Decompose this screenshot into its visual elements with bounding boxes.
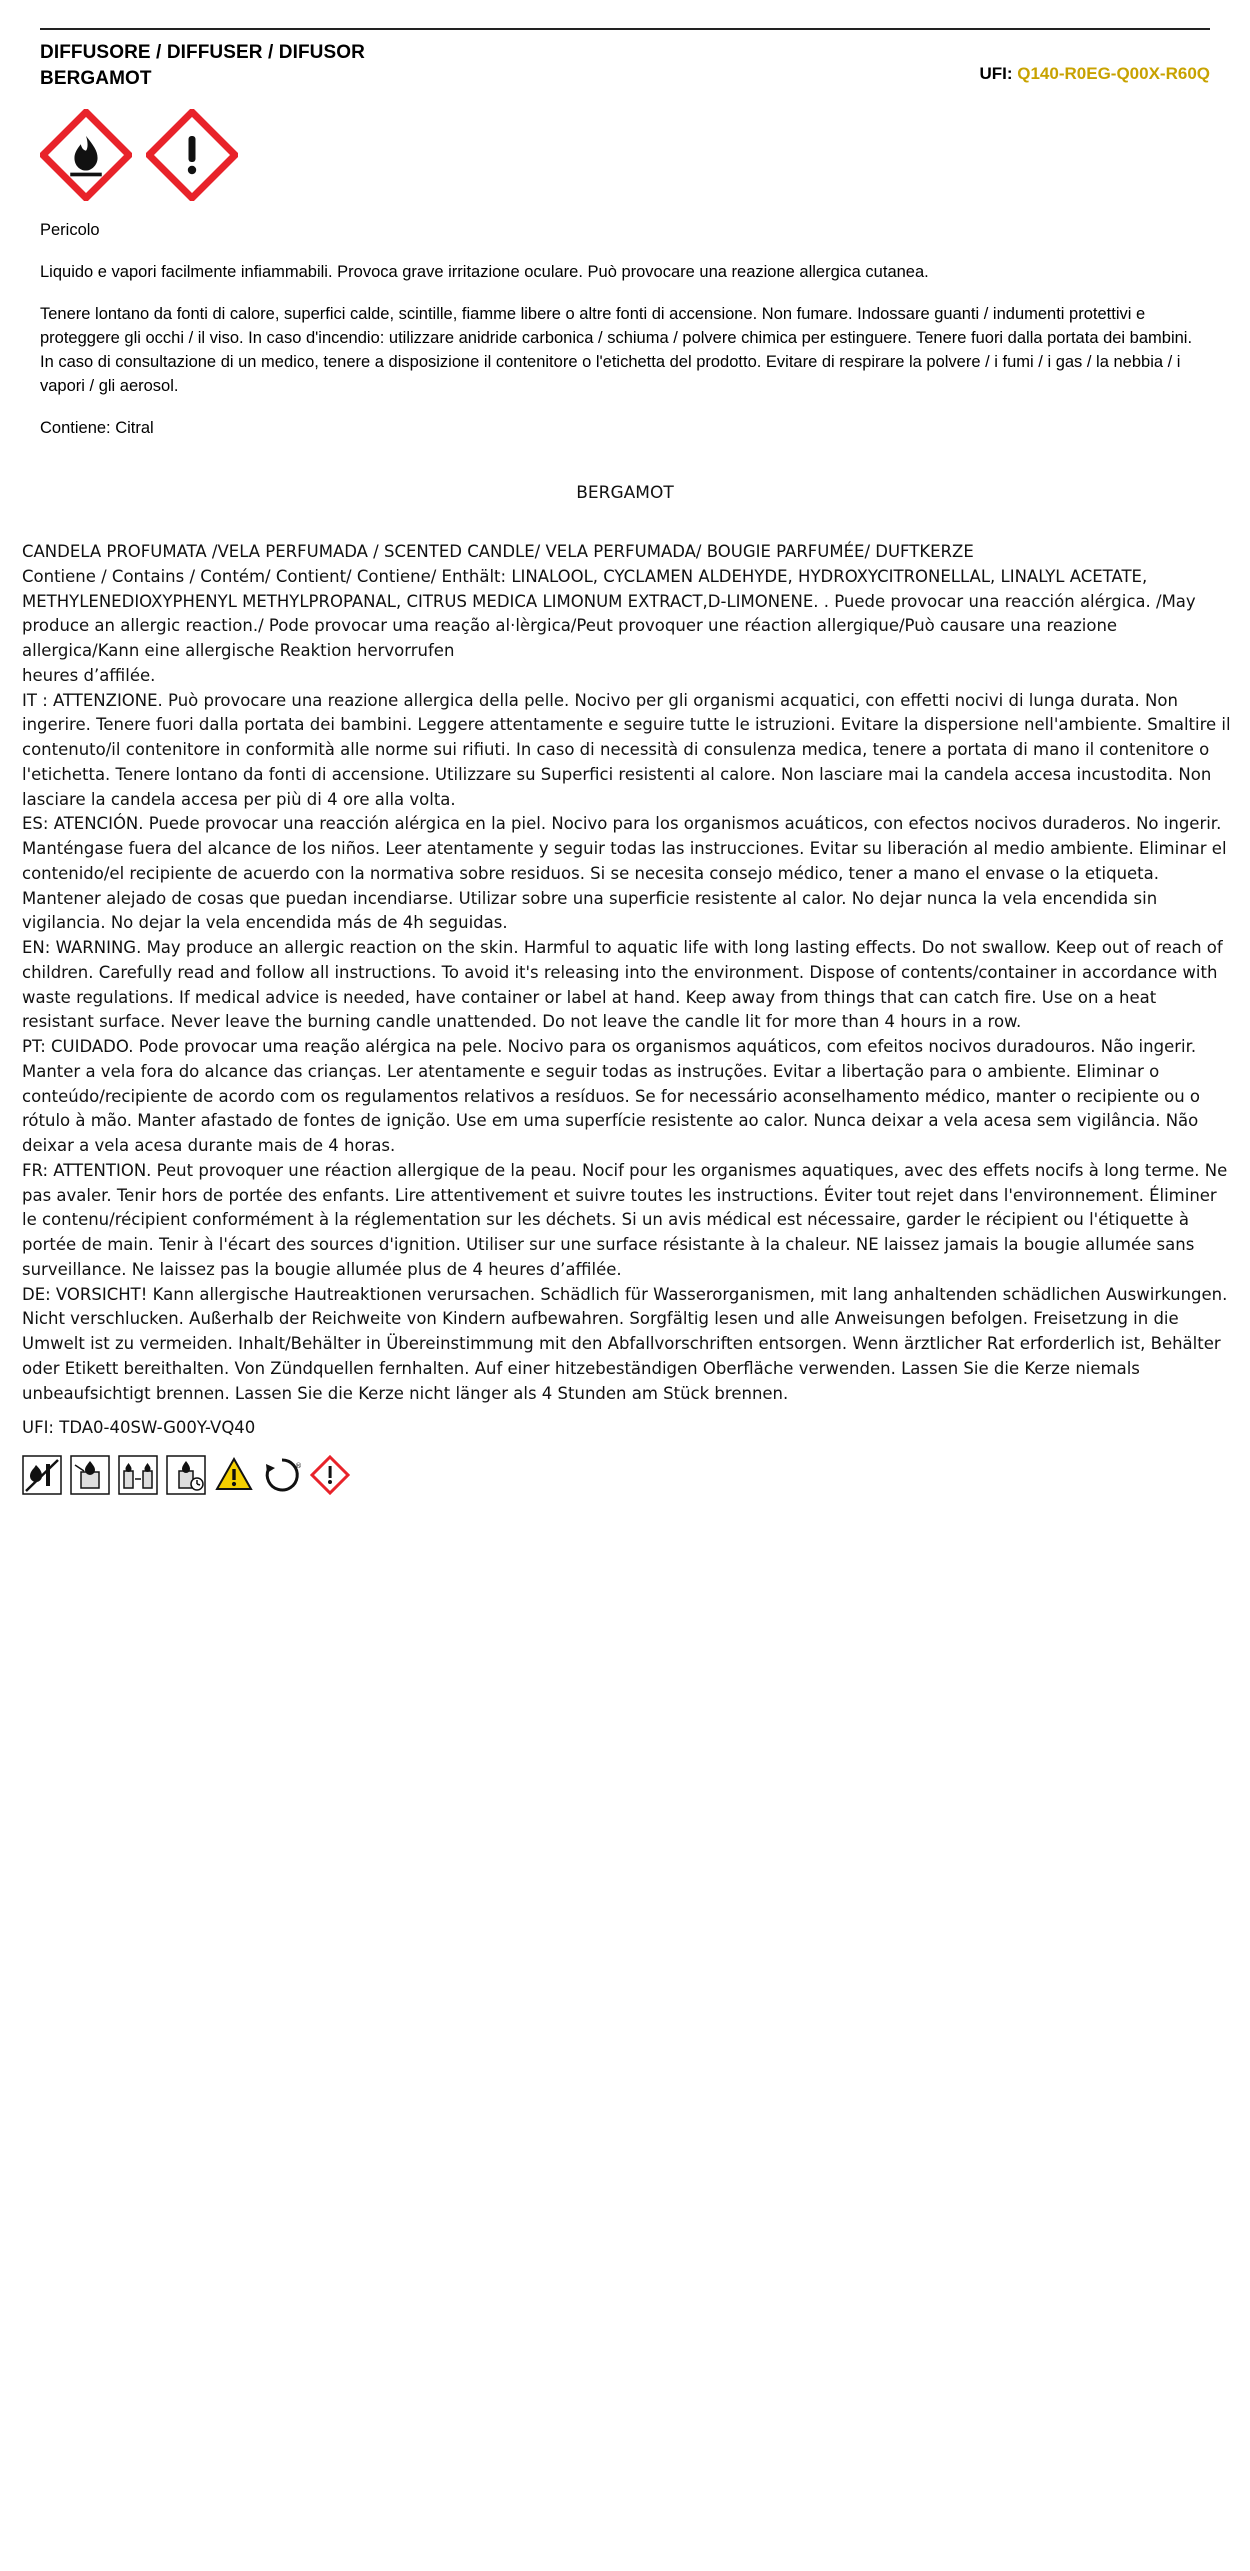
sds-text <box>40 219 1210 440</box>
hazard-statements: Liquido e vapori facilmente infiammabili. Provoca grave irritazione oculare. Può provocare una reazione allergica cutanea. <box>40 263 929 282</box>
label-stray-line: heures d’affilée. <box>22 665 156 685</box>
burn-time-icon <box>166 1455 206 1495</box>
contains-statement: Contiene: Citral <box>40 418 154 437</box>
label-lang-es: ES: ATENCIÓN. Puede provocar una reacción alérgica en la piel. Nocivo para los organismos acuáticos, con efectos nocivos duraderos. No ingerir. Manténgase fuera del alcance de los niños. Leer atentamente y seguir todas las instrucciones. Evitar su liberación al medio ambiente. Eliminar el contenido/el recipiente de acuerdo con la normativa sobre residuos. Si se necesita consejo médico, tener a mano el envase o la etiqueta. Mantener alejado de cosas que puedan incendiarse. Utilizar sobre una superficie resistente al calor. No dejar nunca la vela encendida sin vigilancia. No dejar la vela encendida más de 4h seguidas. <box>22 814 1227 933</box>
flame-pictogram <box>40 109 132 201</box>
label-lang-pt: PT: CUIDADO. Pode provocar uma reação alérgica na pele. Nocivo para os organismos aquáticos, com efeitos nocivos duradouros. Não ingerir. Manter a vela fora do alcance das crianças. Ler atentamente e seguir todas as instruções. Evitar a libertação para o ambiente. Eliminar o conteúdo/recipiente de acordo com os regulamentos relativos a resíduos. Se for necessário aconselhamento médico, manter o recipiente ou o rótulo à mão. Manter afastado de fontes de ignição. Use em uma superfície resistente ao calor. Nunca deixar a vela acesa sem vigilância. Não deixar a vela acesa durante mais de 4 horas. <box>22 1037 1200 1156</box>
ufi-top <box>979 64 1210 84</box>
sds-header <box>40 40 1210 91</box>
ghs-pictograms <box>40 109 1250 201</box>
ufi-bottom: UFI: TDA0-40SW-G00Y-VQ40 <box>22 1418 256 1438</box>
label-page <box>0 28 1250 2571</box>
label-product-name: BERGAMOT <box>576 482 674 503</box>
warning-triangle-icon <box>214 1455 254 1495</box>
exclamation-mark-pictogram-small <box>310 1455 350 1495</box>
precautionary-statements: Tenere lontano da fonti di calore, superfici calde, scintille, fiamme libere o altre fonti di accensione. Non fumare. Indossare guanti / indumenti protettivi e proteggere gli occhi / il viso. In caso d'incendio: utilizzare anidride carbonica / schiuma / polvere chimica per estinguere. Tenere fuori dalla portata dei bambini. In caso di consultazione di un medico, tenere a disposizione il contenitore o l'etichetta del prodotto. Evitare di respirare la polvere / i fumi / i gas / la nebbia / i vapori / gli aerosol. <box>40 305 1193 395</box>
label-lang-fr: FR: ATTENTION. Peut provoquer une réaction allergique de la peau. Nocif pour les organismes aquatiques, avec des effets nocifs à long terme. Ne pas avaler. Tenir hors de portée des enfants. Lire attentivement et suivre toutes les instructions. Éviter tout rejet dans l'environnement. Éliminer le contenu/récipient conformément à la réglementation sur les déchets. Si un avis médical est nécessaire, garder le récipient ou l'étiquette à portée de main. Tenir à l'écart des sources d'ignition. Utiliser sur une surface résistante à la chaleur. NE laissez jamais la bougie allumée sans surveillance. Ne laissez pas la bougie allumée plus de 4 heures d’affilée. <box>22 1160 1228 1279</box>
ufi-code: Q140-R0EG-Q00X-R60Q <box>1017 64 1210 83</box>
recycling-icon <box>262 1455 302 1495</box>
product-label <box>0 481 1250 1496</box>
svg-text:®: ® <box>295 1462 302 1471</box>
ufi-label: UFI: <box>979 64 1013 83</box>
product-title-line1: DIFFUSORE / DIFFUSER / DIFUSOR <box>40 42 365 63</box>
spacing-candles-icon <box>118 1455 158 1495</box>
header-divider <box>40 28 1210 30</box>
footer-icons <box>22 1455 1250 1495</box>
signal-word: Pericolo <box>40 221 100 240</box>
label-lang-de: DE: VORSICHT! Kann allergische Hautreaktionen verursachen. Schädlich für Wasserorganismen, mit lang anhaltenden schädlichen Auswirkungen. Nicht verschlucken. Außerhalb der Reichweite von Kindern aufbewahren. Sorgfältig lesen und alle Anweisungen befolgen. Freisetzung in die Umwelt ist zu vermeiden. Inhalt/Behälter in Übereinstimmung mit den Abfallvorschriften entsorgen. Wenn ärztlicher Rat erforderlich ist, Behälter oder Etikett bereithalten. Von Zündquellen fernhalten. Auf einer hitzebeständigen Oberfläche verwenden. Lassen Sie die Kerze niemals unbeaufsichtigt brennen. Lassen Sie die Kerze nicht länger als 4 Stunden am Stück brennen. <box>22 1284 1228 1403</box>
no-flammable-near-icon <box>22 1455 62 1495</box>
trim-wick-icon <box>70 1455 110 1495</box>
label-text-body <box>22 540 1232 1406</box>
label-product-types: CANDELA PROFUMATA /VELA PERFUMADA / SCENTED CANDLE/ VELA PERFUMADA/ BOUGIE PARFUMÉE/ DUFTKERZE <box>22 542 974 562</box>
label-lang-it: IT : ATTENZIONE. Può provocare una reazione allergica della pelle. Nocivo per gli organismi acquatici, con effetti nocivi di lunga durata. Non ingerire. Tenere fuori dalla portata dei bambini. Leggere attentamente e seguire tutte le istruzioni. Evitare la dispersione nell'ambiente. Smaltire il contenuto/il contenitore in conformità alle norme sui rifiuti. In caso di necessità di consulenza medica, tenere a portata di mano il contenitore o l'etichetta. Tenere lontano da fonti di accensione. Utilizzare su Superfici resistenti al calore. Non lasciare mai la candela accesa incustodita. Non lasciare la candela accesa per più di 4 ore alla volta. <box>22 690 1231 809</box>
label-ingredients: Contiene / Contains / Contém/ Contient/ Contiene/ Enthält: LINALOOL, CYCLAMEN ALDEHYDE, HYDROXYCITRONELLAL, LINALYL ACETATE, METHYLENEDIOXYPHENYL METHYLPROPANAL, CITRUS MEDICA LIMONUM EXTRACT,D-LIMONENE. . Puede provocar una reacción alérgica. /May produce an allergic reaction./ Pode provocar uma reação al·lèrgica/Peut provoquer une réaction allergique/Può causare una reazione allergica/Kann eine allergische Reaktion hervorrufen <box>22 566 1196 661</box>
exclamation-mark-pictogram <box>146 109 238 201</box>
product-title <box>40 40 365 91</box>
label-lang-en: EN: WARNING. May produce an allergic reaction on the skin. Harmful to aquatic life with long lasting effects. Do not swallow. Keep out of reach of children. Carefully read and follow all instructions. To avoid it's releasing into the environment. Dispose of contents/container in accordance with waste regulations. If medical advice is needed, have container or label at hand. Keep away from things that can catch fire. Use on a heat resistant surface. Never leave the burning candle unattended. Do not leave the candle lit for more than 4 hours in a row. <box>22 938 1223 1032</box>
product-title-line2: BERGAMOT <box>40 67 152 89</box>
